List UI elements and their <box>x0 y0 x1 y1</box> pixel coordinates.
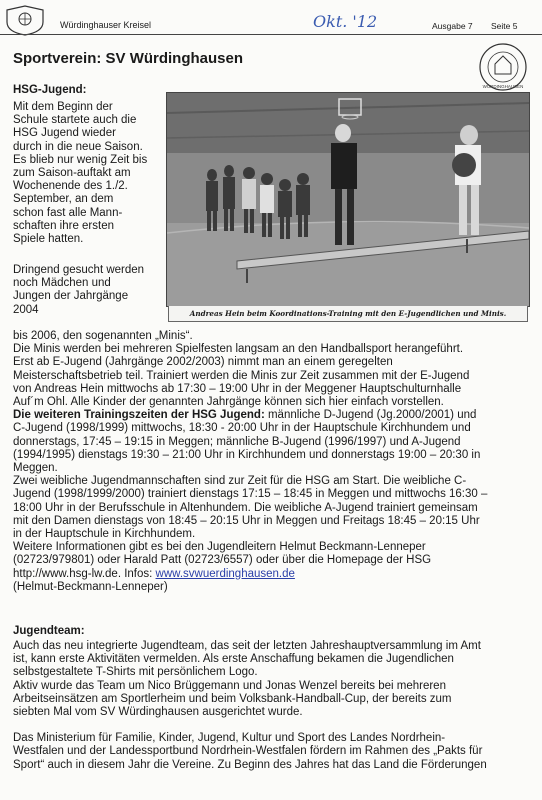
text-line: Jungen der Jahrgänge <box>13 290 129 303</box>
club-logo-text: WÜRDINGHAUSEN <box>482 84 524 89</box>
text-line: Meggen. <box>13 462 58 475</box>
newsletter-title: Würdinghauser Kreisel <box>60 20 152 30</box>
training-text: männliche D-Jugend (Jg.2000/2001) und <box>264 409 477 422</box>
training-heading: Die weiteren Trainingszeiten der HSG Jugend: <box>13 409 265 422</box>
signature: (Helmut-Beckmann-Lenneper) <box>13 580 168 593</box>
text-line: Das Ministerium für Familie, Kinder, Jugend, Kultur und Sport des Landes Nordrhein- <box>13 732 446 745</box>
kreisel-logo-icon <box>4 4 46 36</box>
text-line: Die Minis werden bei mehreren Spielfesten langsam an den Handballsport herangeführt. <box>13 343 464 356</box>
text-line: schaften ihre ersten <box>13 219 115 232</box>
text-line: Arbeitseinsätzen am Sportlerheim und beim Volksbank-Handball-Cup, der bereits zum <box>13 692 452 705</box>
text-line: von Andreas Hein mittwochs ab 17:30 – 19:00 Uhr in der Meggener Hauptschulturnhalle <box>13 382 462 395</box>
jugendteam-heading: Jugendteam: <box>13 625 85 637</box>
infos-prefix: http://www.hsg-lw.de. Infos: <box>13 567 156 580</box>
training-line <box>13 409 531 422</box>
text-line: selbstgestaltete T-Shirts mit persönlichem Logo. <box>13 666 258 679</box>
photo-caption: Andreas Hein beim Koordinations-Training mit den E-Jugendlichen und Minis. <box>168 306 528 322</box>
text-line: mit den Damen dienstags von 18:45 – 20:15 Uhr in Meggen und Freitags 18:45 – 20:15 Uhr <box>13 514 480 527</box>
section-title: Sportverein: SV Würdinghausen <box>13 50 244 67</box>
text-line: 18:00 Uhr in der Berufsschule in Altenhundem. Die weibliche A-Jugend trainiert gemeinsam <box>13 501 478 514</box>
text-line: donnerstags, 17:45 – 19:15 in Meggen; männliche B-Jugend (1996/1997) und A-Jugend <box>13 435 461 448</box>
text-line: zum Saison-auftakt am <box>13 167 131 180</box>
hsg-recruiting-text <box>13 264 163 317</box>
text-line: Zwei weibliche Jugendmannschaften sind zur Zeit für die HSG am Start. Die weibliche C- <box>13 475 467 488</box>
infos-line <box>13 568 531 581</box>
text-line: Westfalen und der Landessportbund Nordrhein-Westfalen fördern im Rahmen des „Pakts für <box>13 745 483 758</box>
text-line: C-Jugend (1998/1999) mittwochs, 18:30 - 20:00 Uhr in der Hauptschule Kirchhundem und <box>13 422 471 435</box>
text-line: durch in die neue Saison. <box>13 140 143 153</box>
text-line: (02723/979801) oder Harald Patt (02723/6557) oder über die Homepage der HSG <box>13 554 432 567</box>
text-line: ist, kann erste Aktivitäten vermelden. Als erste Anschaffung bekamen die Jugendlichen <box>13 653 454 666</box>
text-line: bis 2006, den sogenannten „Minis“. <box>13 330 193 342</box>
text-line: Meisterschaftsbetrieb teil. Trainiert werden die Minis zur Zeit zusammen mit der E-Jugend <box>13 369 470 382</box>
hsg-heading: HSG-Jugend: <box>13 84 87 96</box>
header-divider <box>0 34 542 35</box>
text-line: Schule startete auch die <box>13 114 137 127</box>
text-line: Sport“ auch in diesem Jahr die Vereine. Zu Beginn des Jahres hat das Land die Förderungen <box>13 758 487 771</box>
text-line: 2004 <box>13 303 39 316</box>
website-link[interactable]: www.svwuerdinghausen.de <box>155 567 295 580</box>
text-line: Mit dem Beginn der <box>13 101 113 113</box>
training-photo <box>166 92 530 307</box>
text-line: Aktiv wurde das Team um Nico Brüggemann und Jonas Wenzel bereits bei mehreren <box>13 679 446 692</box>
text-line: (1994/1995) dienstags 19:30 – 21:00 Uhr in Kirchhundem und donnerstags 19:00 – 20:30 in <box>13 448 481 461</box>
club-logo-icon <box>478 42 528 92</box>
paragraph-gap <box>13 719 531 732</box>
text-line: Auch das neu integrierte Jugendteam, das seit der letzten Jahreshauptversammlung im Amt <box>13 640 481 652</box>
text-line: schon fast alle Mann- <box>13 206 123 219</box>
text-line: Auf´m Ohl. Alle Kinder der genannten Jahrgänge können sich hier einfach vorstellen. <box>13 396 444 409</box>
text-line: Erst ab E-Jugend (Jahrgänge 2002/2003) nimmt man an einem geregelten <box>13 356 393 369</box>
text-line: HSG Jugend wieder <box>13 127 116 140</box>
text-line: Wochenende des 1./2. <box>13 180 128 193</box>
text-line: siebten Mal vom SV Würdinghausen ausgerichtet wurde. <box>13 706 303 719</box>
hsg-intro-text <box>13 101 163 246</box>
page-number: Seite 5 <box>491 21 518 31</box>
text-line: September, an dem <box>13 193 114 206</box>
text-line: Jugend (1998/1999/2000) trainiert dienstags 17:15 – 18:45 in Meggen und mittwochs 16:30 – <box>13 488 488 501</box>
handwritten-date: Okt. '12 <box>313 12 378 31</box>
text-line: noch Mädchen und <box>13 277 111 290</box>
text-line: Es blieb nur wenig Zeit bis <box>13 153 148 166</box>
text-line: Dringend gesucht werden <box>13 264 145 276</box>
text-line: in der Hauptschule in Kirchhundem. <box>13 528 196 541</box>
hsg-body-text <box>13 330 531 594</box>
text-line: Weitere Informationen gibt es bei den Jugendleitern Helmut Beckmann-Lenneper <box>13 541 426 554</box>
text-line: Spiele hatten. <box>13 233 84 246</box>
issue-number: Ausgabe 7 <box>432 21 473 31</box>
jugendteam-text <box>13 640 531 772</box>
